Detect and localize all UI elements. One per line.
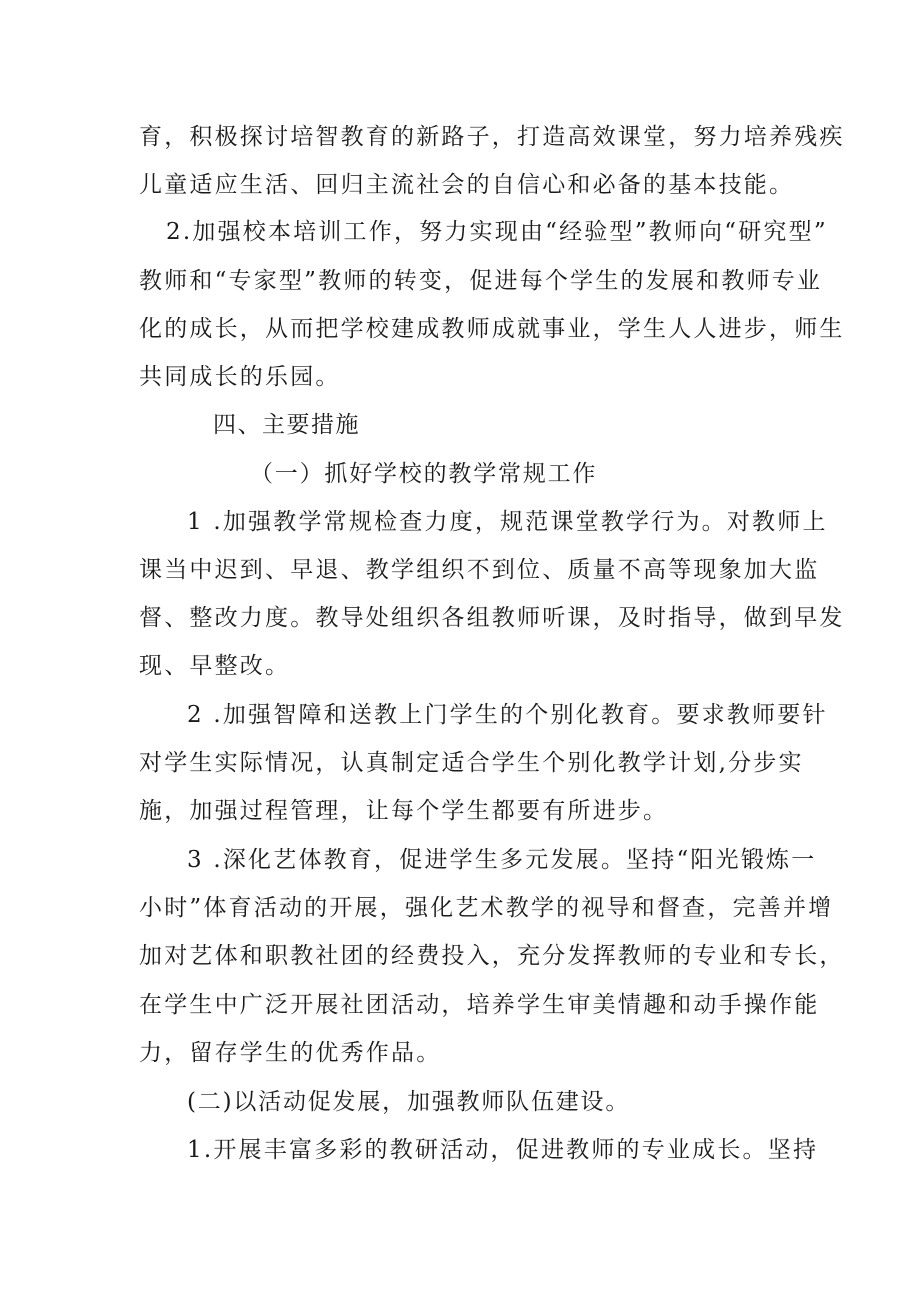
paragraph-line: 1.开展丰富多彩的教研活动，促进教师的专业成长。坚持 bbox=[187, 1137, 819, 1163]
paragraph-line: 督、整改力度。教导处组织各组教师听课，及时指导，做到早发 bbox=[139, 605, 845, 631]
paragraph-line: 3 .深化艺体教育，促进学生多元发展。坚持“阳光锻炼一 bbox=[187, 847, 817, 873]
paragraph-line: 2 .加强智障和送教上门学生的个别化教育。要求教师要针 bbox=[187, 702, 828, 728]
subsection-heading: (二)以活动促发展，加强教师队伍建设。 bbox=[187, 1089, 631, 1115]
subsection-heading: （一）抓好学校的教学常规工作 bbox=[250, 461, 598, 487]
paragraph-line: 育，积极探讨培智教育的新路子，打造高效课堂，努力培养残疾 bbox=[139, 124, 845, 150]
paragraph-line: 力，留存学生的优秀作品。 bbox=[139, 1040, 442, 1066]
paragraph-line: 儿童适应生活、回归主流社会的自信心和必备的基本技能。 bbox=[139, 172, 795, 198]
paragraph-line: 化的成长，从而把学校建成教师成就事业，学生人人进步，师生 bbox=[139, 316, 845, 342]
paragraph-line: 课当中迟到、早退、教学组织不到位、质量不高等现象加大监 bbox=[139, 557, 820, 583]
section-heading: 四、主要措施 bbox=[213, 412, 360, 438]
paragraph-line: 教师和“专家型”教师的转变，促进每个学生的发展和教师专业 bbox=[139, 268, 823, 294]
paragraph-line: 加对艺体和职教社团的经费投入，充分发挥教师的专业和专长， bbox=[139, 943, 845, 969]
paragraph-line: 现、早整改。 bbox=[139, 653, 291, 679]
paragraph-line: 小时”体育活动的开展，强化艺术教学的视导和督查，完善并增 bbox=[139, 895, 834, 921]
paragraph-line: 共同成长的乐园。 bbox=[139, 364, 341, 390]
paragraph-line: 施，加强过程管理，让每个学生都要有所进步。 bbox=[139, 798, 669, 824]
paragraph-line: 对学生实际情况，认真制定适合学生个别化教学计划,分步实 bbox=[139, 750, 804, 776]
paragraph-line: 1 .加强教学常规检查力度，规范课堂教学行为。对教师上 bbox=[187, 509, 828, 535]
paragraph-line: 2.加强校本培训工作，努力实现由“经验型”教师向“研究型” bbox=[166, 219, 828, 245]
paragraph-line: 在学生中广泛开展社团活动，培养学生审美情趣和动手操作能 bbox=[139, 992, 820, 1018]
